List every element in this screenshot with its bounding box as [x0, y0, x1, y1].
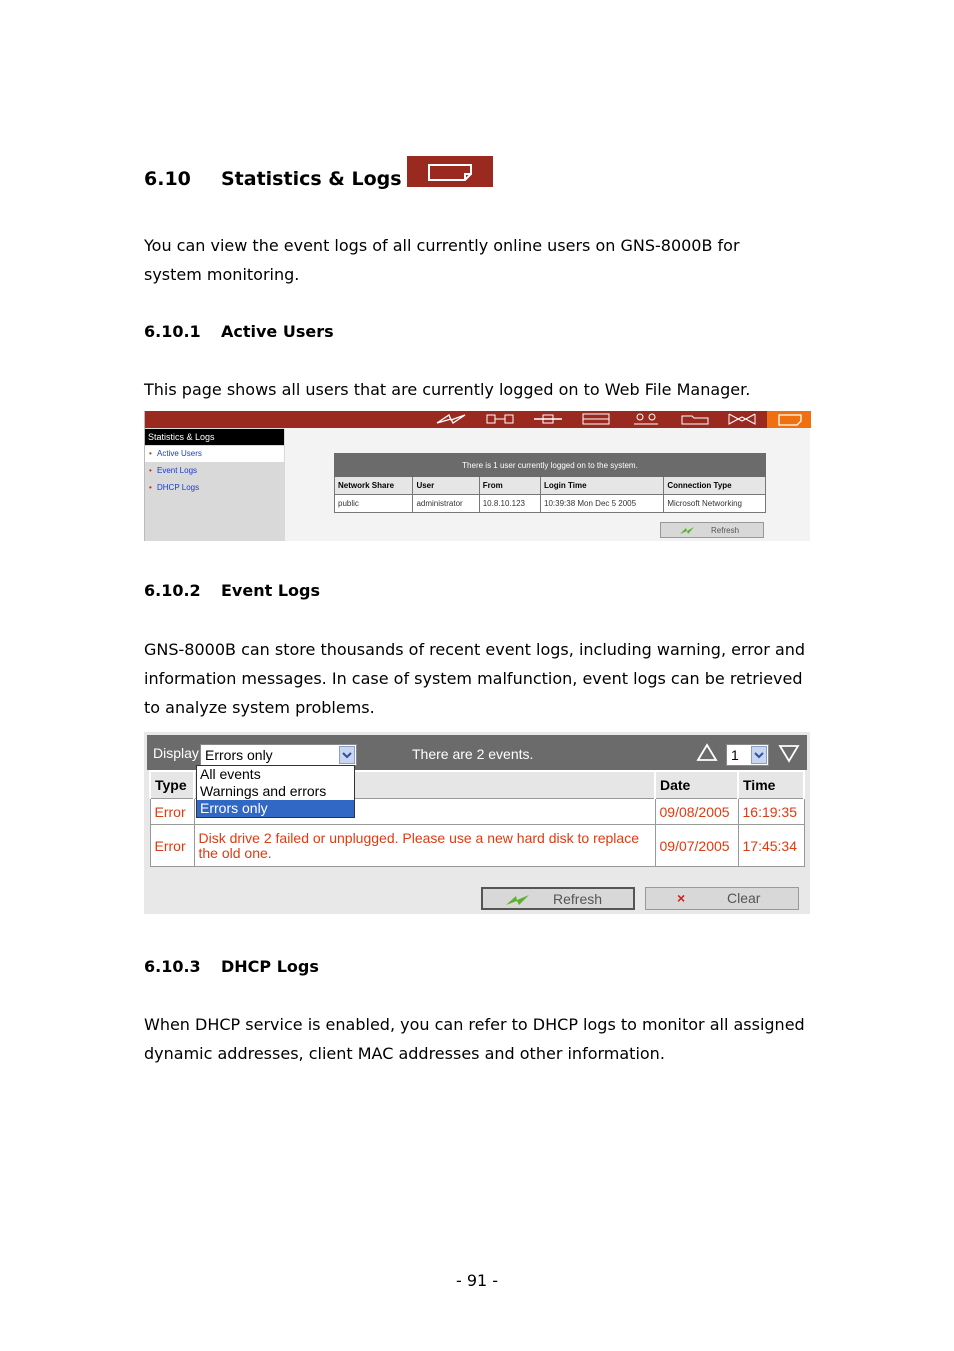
display-select[interactable]: [200, 744, 357, 766]
storage-icon[interactable]: [581, 413, 611, 425]
previous-page-icon[interactable]: [696, 743, 718, 763]
sidebar-item-event-logs[interactable]: [145, 463, 284, 479]
subsection-heading-dhcp-logs: [144, 957, 319, 976]
clear-label: Clear: [727, 890, 761, 906]
cell-time: 17:45:34: [738, 825, 804, 867]
cell-type: Error: [150, 799, 194, 825]
intro-paragraph: You can view the event logs of all currently online users on GNS-8000B for system monitoring.: [144, 236, 740, 284]
subsection-number: 6.10.3: [144, 957, 201, 976]
display-select-value: Errors only: [205, 747, 273, 763]
dhcp-logs-paragraph: When DHCP service is enabled, you can refer to DHCP logs to monitor all assigned dynamic addresses, client MAC addresses and other information.: [144, 1015, 805, 1063]
table-row: [335, 495, 766, 513]
cell-time: 16:19:35: [738, 799, 804, 825]
cell-user: administrator: [413, 495, 479, 513]
display-label: Display: [153, 745, 199, 761]
page-number: - 91 -: [455, 1271, 499, 1290]
subsection-heading-event-logs: [144, 581, 320, 600]
active-users-screenshot: [144, 411, 810, 541]
sidebar-title: Statistics & Logs: [145, 429, 284, 445]
active-users-table: [334, 453, 766, 513]
network-icon[interactable]: [435, 413, 467, 425]
statistics-tab-active[interactable]: [767, 411, 811, 428]
cell-message: Disk drive 2 failed or unplugged. Please use a new hard disk to replace the old one.: [194, 825, 655, 867]
cell-network-share: public: [335, 495, 413, 513]
statistics-logs-icon: [407, 156, 493, 187]
column-header-type: Type: [150, 771, 194, 799]
section-number: 6.10: [144, 168, 191, 190]
section-heading: [144, 168, 402, 190]
chevron-down-icon: [751, 746, 767, 764]
refresh-label: Refresh: [711, 526, 740, 535]
cell-type: Error: [150, 825, 194, 867]
section-title: Statistics & Logs: [221, 168, 402, 190]
sidebar-item-label: Event Logs: [157, 466, 198, 475]
sidebar-item-dhcp-logs[interactable]: [145, 480, 284, 496]
dropdown-option-selected[interactable]: Errors only: [197, 800, 354, 817]
mail-icon[interactable]: [727, 413, 757, 425]
clear-button[interactable]: [645, 887, 799, 910]
sidebar-item-label: Active Users: [157, 449, 202, 458]
column-header-date: Date: [655, 771, 738, 799]
refresh-button[interactable]: [481, 887, 635, 910]
bullet-icon: •: [149, 449, 152, 458]
plus-icon[interactable]: [533, 413, 563, 425]
sidebar-item-active-users[interactable]: [145, 446, 284, 462]
subsection-number: 6.10.2: [144, 581, 201, 600]
next-page-icon[interactable]: [778, 743, 800, 763]
bullet-icon: •: [149, 466, 152, 475]
column-header: User: [413, 477, 479, 495]
column-header: Connection Type: [664, 477, 766, 495]
subsection-heading-active-users: [144, 322, 334, 341]
cell-from: 10.8.10.123: [479, 495, 540, 513]
statistics-logs-icon: [767, 411, 811, 428]
sidebar-item-label: DHCP Logs: [157, 483, 200, 492]
event-logs-paragraph: GNS-8000B can store thousands of recent event logs, including warning, error and information messages. In case of system malfunction, event logs can be retrieved to analyze system problems.: [144, 640, 806, 717]
clear-icon: ×: [677, 890, 686, 906]
page-select-value: 1: [731, 747, 739, 763]
cell-connection-type: Microsoft Networking: [664, 495, 766, 513]
sidebar: [145, 428, 285, 541]
refresh-icon: [505, 894, 531, 906]
refresh-button[interactable]: [660, 522, 764, 538]
refresh-label: Refresh: [553, 891, 603, 907]
table-caption: There is 1 user currently logged on to the system.: [335, 454, 766, 477]
active-users-paragraph: This page shows all users that are currently logged on to Web File Manager.: [144, 380, 751, 399]
cell-date: 09/07/2005: [655, 825, 738, 867]
event-logs-screenshot: [144, 732, 810, 914]
chevron-down-icon: [339, 746, 355, 764]
folder-icon[interactable]: [680, 413, 710, 425]
bullet-icon: •: [149, 483, 152, 492]
event-count: There are 2 events.: [412, 746, 534, 762]
column-header-time: Time: [738, 771, 804, 799]
subsection-title: Event Logs: [221, 581, 320, 600]
subsection-title: Active Users: [221, 322, 334, 341]
column-header: Network Share: [335, 477, 413, 495]
refresh-icon: [679, 526, 695, 535]
dropdown-option[interactable]: Warnings and errors: [200, 783, 327, 799]
dropdown-option[interactable]: All events: [200, 766, 261, 782]
subsection-number: 6.10.1: [144, 322, 201, 341]
table-row: [150, 825, 804, 867]
column-header: Login Time: [541, 477, 664, 495]
device-icon[interactable]: [485, 413, 515, 425]
column-header: From: [479, 477, 540, 495]
cell-date: 09/08/2005: [655, 799, 738, 825]
display-dropdown-list: [196, 765, 355, 818]
users-icon[interactable]: [632, 413, 662, 425]
toolbar: [145, 411, 811, 428]
cell-login-time: 10:39:38 Mon Dec 5 2005: [541, 495, 664, 513]
page-select[interactable]: [726, 744, 769, 766]
subsection-title: DHCP Logs: [221, 957, 319, 976]
